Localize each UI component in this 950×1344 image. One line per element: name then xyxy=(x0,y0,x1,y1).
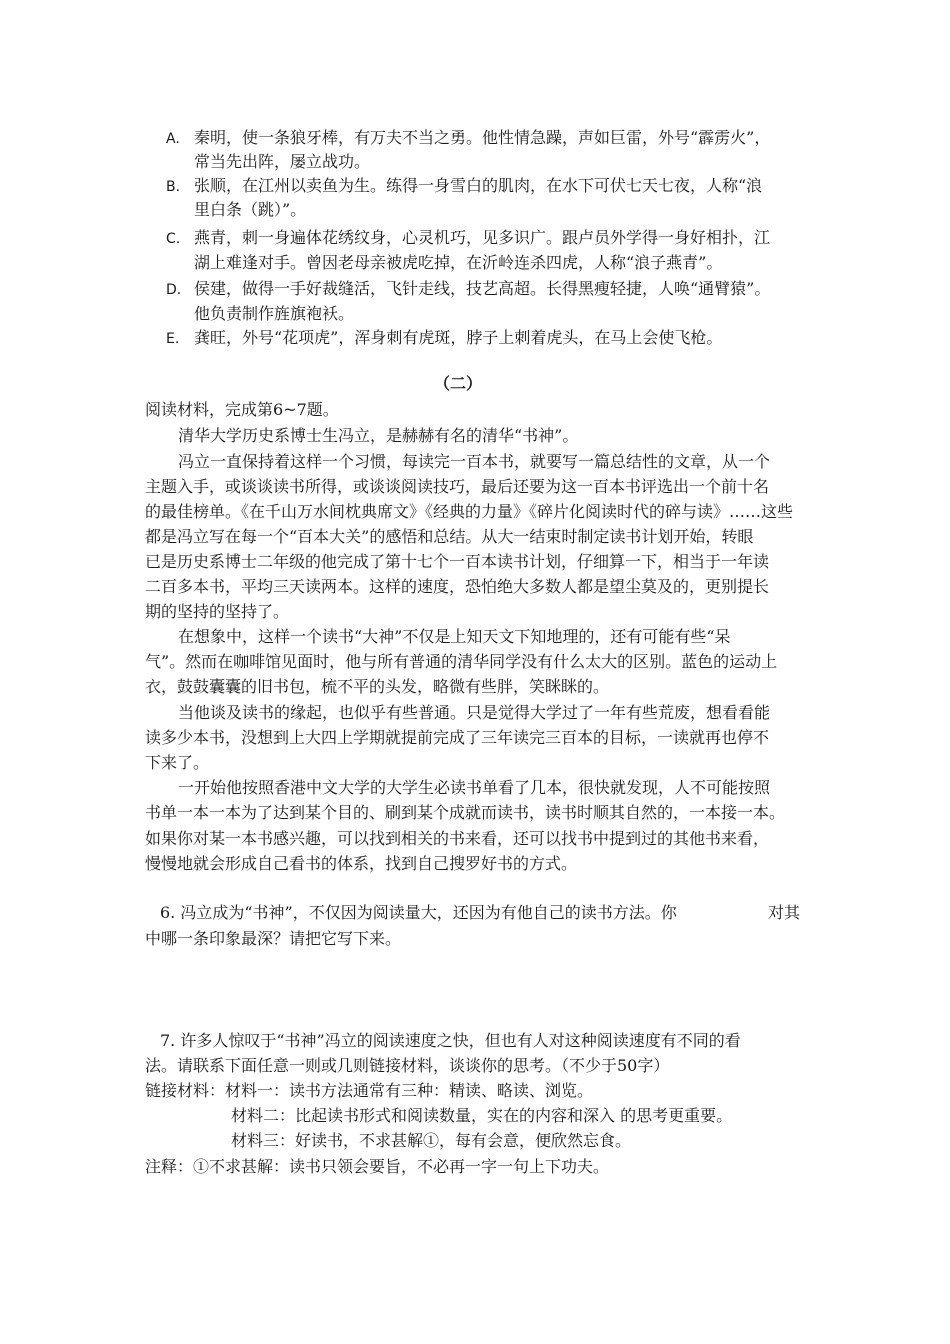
passage-line: 如果你对某一本书感兴趣，可以找到相关的书来看，还可以找书中提到过的其他书来看， xyxy=(145,829,770,848)
option-letter: C. xyxy=(166,231,181,247)
question-text: 7. 许多人惊叹于“书神”冯立的阅读速度之快，但也有人对这种阅读速度有不同的看 xyxy=(160,1031,741,1050)
passage-line: 衣，鼓鼓囊囊的旧书包，梳不平的头发，略微有些胖，笑眯眯的。 xyxy=(145,677,610,696)
option-text: 龚旺，外号“花项虎”，浑身刺有虎斑，脖子上刺着虎头，在马上会使飞枪。 xyxy=(194,328,723,347)
passage-line: 气”。然而在咖啡馆见面时，他与所有普通的清华同学没有什么太大的区别。蓝色的运动上 xyxy=(145,652,778,671)
option-text: 湖上难逢对手。曾因老母亲被虎吃掉，在沂岭连杀四虎，人称“浪子燕青”。 xyxy=(194,253,723,272)
material-line: 链接材料：材料一：读书方法通常有三种：精读、略读、浏览。 xyxy=(145,1081,594,1100)
option-letter: B. xyxy=(166,179,181,195)
passage-line: 在想象中，这样一个读书“大神”不仅是上知天文下知地理的，还有可能有些“呆 xyxy=(178,627,731,646)
passage-line: 慢慢地就会形成自己看书的体系，找到自己搜罗好书的方式。 xyxy=(145,854,578,873)
passage-line: 书单一本一本为了达到某个目的、刷到某个成就而读书，读书时顺其自然的，一本接一本。 xyxy=(145,803,786,822)
option-text: 张顺，在江州以卖鱼为生。练得一身雪白的肌肉，在水下可伏七天七夜，人称“浪 xyxy=(194,176,763,195)
passage-line: 清华大学历史系博士生冯立，是赫赫有名的清华“书神”。 xyxy=(178,426,579,445)
option-text: 秦明，使一条狼牙棒，有万夫不当之勇。他性情急躁，声如巨雷，外号“霹雳火”， xyxy=(194,128,771,147)
option-letter: E. xyxy=(166,331,180,347)
option-letter: D. xyxy=(166,282,182,298)
passage-line: 已是历史系博士二年级的他完成了第十七个一百本读书计划，仔细算一下，相当于一年读 xyxy=(145,552,770,571)
section-instruction: 阅读材料，完成第6~7题。 xyxy=(145,400,339,419)
passage-line: 下来了。 xyxy=(145,753,210,772)
passage-line: 主题入手，或谈谈读书所得，或谈谈阅读技巧，最后还要为这一百本书评选出一个前十名 xyxy=(145,477,770,496)
passage-line: 期的坚持的坚持了。 xyxy=(145,602,290,621)
option-text: 燕青，刺一身遍体花绣纹身，心灵机巧，见多识广。跟卢员外学得一身好相扑，江 xyxy=(194,228,771,247)
option-text: 侯建，做得一手好裁缝活，飞针走线，技艺高超。长得黑瘦轻捷，人唤“通臂猿”。 xyxy=(194,279,771,298)
option-text: 里白条（跳）”。 xyxy=(194,200,307,219)
question-text: 对其 xyxy=(768,903,801,922)
material-line: 材料三：好读书，不求甚解①，每有会意，便欣然忘食。 xyxy=(231,1131,632,1150)
question-text: 法。请联系下面任意一则或几则链接材料，谈谈你的思考。（不少于50字） xyxy=(145,1056,670,1075)
passage-line: 都是冯立写在每一个“百本大关”的感悟和总结。从大一结束时制定读书计划开始，转眼 xyxy=(145,527,754,546)
option-text: 常当先出阵，屡立战功。 xyxy=(194,152,371,171)
footnote: 注释：①不求甚解：读书只领会要旨，不必再一字一句上下功夫。 xyxy=(145,1157,610,1176)
passage-line: 的最佳榜单。《在千山万水间枕典席文》《经典的力量》《碎片化阅读时代的碎与读》……这些 xyxy=(145,502,794,521)
passage-line: 当他谈及读书的缘起，也似乎有些普通。只是觉得大学过了一年有些荒废，想看看能 xyxy=(178,703,771,722)
section-title: （二） xyxy=(434,374,483,393)
material-line: 材料二：比起读书形式和阅读数量，实在的内容和深入 的思考更重要。 xyxy=(231,1106,733,1125)
passage-line: 一开始他按照香港中文大学的大学生必读书单看了几本，很快就发现，人不可能按照 xyxy=(178,778,771,797)
passage-line: 读多少本书，没想到上大四上学期就提前完成了三年读完三百本的目标，一读就再也停不 xyxy=(145,728,770,747)
option-letter: A. xyxy=(166,131,180,147)
question-text: 中哪一条印象最深？请把它写下来。 xyxy=(145,929,402,948)
option-text: 他负责制作旌旗袍袄。 xyxy=(194,304,355,323)
question-text: 6. 冯立成为“书神”，不仅因为阅读量大，还因为有他自己的读书方法。你 xyxy=(160,903,677,922)
passage-line: 二百多本书，平均三天读两本。这样的速度，恐怕绝大多数人都是望尘莫及的，更别提长 xyxy=(145,577,770,596)
passage-line: 冯立一直保持着这样一个习惯，每读完一百本书，就要写一篇总结性的文章，从一个 xyxy=(178,452,771,471)
